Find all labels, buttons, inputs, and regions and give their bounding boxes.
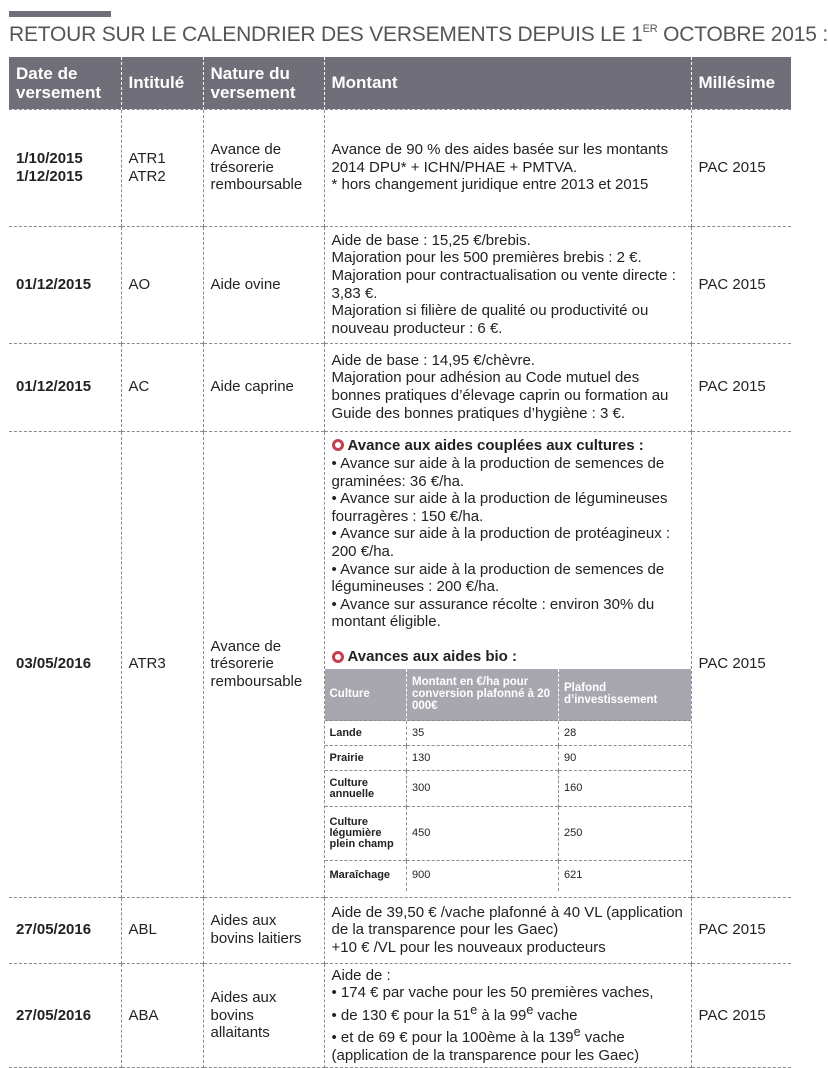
circle-bullet-icon <box>332 439 344 451</box>
accent-bar <box>9 11 111 17</box>
header-row <box>9 57 791 109</box>
cell-intitule: ATR1 ATR2 <box>121 109 203 226</box>
payments-table <box>9 57 791 1068</box>
header-nature: Nature du versement <box>203 57 324 109</box>
cell-millesime: PAC 2015 <box>691 431 791 897</box>
bio-header-plafond: Plafond d’investissement <box>559 669 691 721</box>
table-row <box>9 897 791 963</box>
list-item: • Avance sur aide à la production de protéagineux : 200 €/ha. <box>331 525 671 561</box>
table-row <box>9 226 791 343</box>
cell-montant: Avance de 90 % des aides basée sur les montants 2014 DPU* + ICHN/PHAE + PMTVA. * hors changement juridique entre 2013 et 2015 <box>324 109 691 226</box>
cell-montant: Aide de : • 174 € par vache pour les 50 premières vaches, • de 130 € pour la 51e à la 99e vache • et de 69 € pour la 100ème à la 139e vache (application de la transparence pour les Gaec) <box>324 963 691 1068</box>
header-millesime: Millésime <box>691 57 791 109</box>
cell-intitule: ATR3 <box>121 431 203 897</box>
cell-nature: Aide caprine <box>203 343 324 431</box>
bio-row: Prairie 130 90 <box>325 746 691 771</box>
list-item: • Avance sur aide à la production de semences de graminées: 36 €/ha. <box>331 455 665 490</box>
bio-row: Culture légumière plein champ 450 250 <box>325 807 691 861</box>
table-row <box>9 343 791 431</box>
cell-intitule: AC <box>121 343 203 431</box>
page-title: RETOUR SUR LE CALENDRIER DES VERSEMENTS DEPUIS LE 1ER OCTOBRE 2015 : <box>9 23 828 46</box>
table-row <box>9 431 791 897</box>
circle-bullet-icon <box>332 651 344 663</box>
bio-row: Lande 35 28 <box>325 721 691 746</box>
bio-row: Culture annuelle 300 160 <box>325 771 691 807</box>
cell-date: 27/05/2016 <box>9 963 121 1068</box>
cell-intitule: AO <box>121 226 203 343</box>
table-row <box>9 963 791 1068</box>
cell-millesime: PAC 2015 <box>691 343 791 431</box>
cell-nature: Avance de trésorerie remboursable <box>203 109 324 226</box>
cell-date: 01/12/2015 <box>9 226 121 343</box>
bio-header-row <box>325 669 691 721</box>
cell-date: 03/05/2016 <box>9 431 121 897</box>
cell-date: 01/12/2015 <box>9 343 121 431</box>
section-title-cultures: Avance aux aides couplées aux cultures : <box>332 437 684 455</box>
cell-millesime: PAC 2015 <box>691 109 791 226</box>
cell-millesime: PAC 2015 <box>691 963 791 1068</box>
cell-date: 1/10/2015 1/12/2015 <box>9 109 121 226</box>
cell-montant: Aide de base : 14,95 €/chèvre. Majoration pour adhésion au Code mutuel des bonnes pratiques d’élevage caprin ou formation au Guide des bonnes pratiques d’hygiène : 3 €. <box>324 343 691 431</box>
cell-date: 27/05/2016 <box>9 897 121 963</box>
bio-row: Maraîchage 900 621 <box>325 861 691 891</box>
section-title-bio: Avances aux aides bio : <box>332 648 684 666</box>
cell-intitule: ABL <box>121 897 203 963</box>
header-intitule: Intitulé <box>121 57 203 109</box>
bio-header-montant: Montant en €/ha pour conversion plafonné à 20 000€ <box>407 669 559 721</box>
cell-intitule: ABA <box>121 963 203 1068</box>
list-item: • Avance sur aide à la production de légumineuses fourragères : 150 €/ha. <box>331 490 668 525</box>
cell-nature: Aide ovine <box>203 226 324 343</box>
bio-header-culture: Culture <box>325 669 407 721</box>
table-row <box>9 109 791 226</box>
cell-millesime: PAC 2015 <box>691 897 791 963</box>
header-date: Date de versement <box>9 57 121 109</box>
list-item: • Avance sur aide à la production de semences de légumineuses : 200 €/ha. <box>331 560 665 596</box>
cell-nature: Avance de trésorerie remboursable <box>203 431 324 897</box>
header-montant: Montant <box>324 57 691 109</box>
cell-nature: Aides aux bovins allaitants <box>203 963 324 1068</box>
bio-table <box>325 669 691 891</box>
cell-nature: Aides aux bovins laitiers <box>203 897 324 963</box>
list-item: • Avance sur assurance récolte : environ 30% du montant éligible. <box>331 595 655 631</box>
cell-montant: Aide de base : 15,25 €/brebis. Majoration pour les 500 premières brebis : 2 €. Majoration pour contractualisation ou vente directe : 3,83 €. Majoration si filière de qualité ou productivité ou nouveau producteur : 6 €. <box>324 226 691 343</box>
cell-montant <box>324 431 691 897</box>
cell-montant: Aide de 39,50 € /vache plafonné à 40 VL (application de la transparence pour les Gaec) +10 € /VL pour les nouveaux producteurs <box>324 897 691 963</box>
cell-millesime: PAC 2015 <box>691 226 791 343</box>
